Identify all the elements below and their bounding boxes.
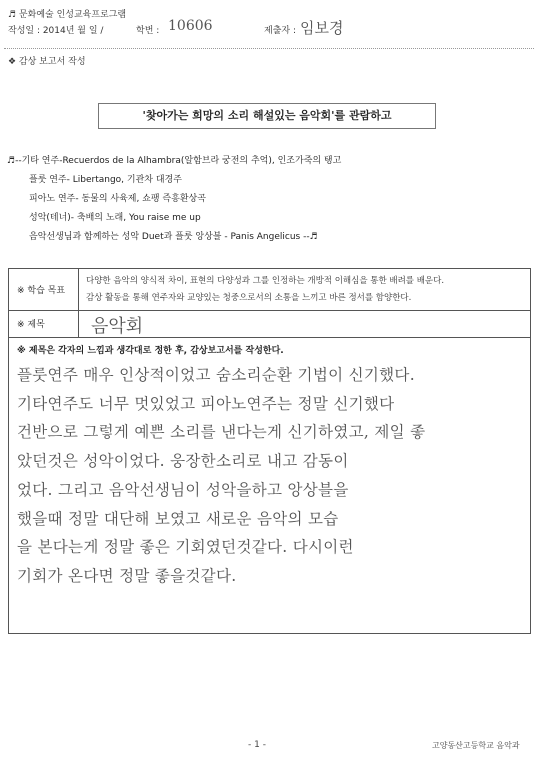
essay-text — [17, 361, 522, 591]
goal-text — [86, 273, 526, 307]
document-title: '찾아가는 희망의 소리 해설있는 음악회'를 관람하고 — [98, 103, 436, 129]
program-header: ♬ 문화예술 인성교육프로그램 — [8, 10, 127, 20]
essay-line: 기회가 온다면 정말 좋을것같다. — [17, 566, 237, 585]
instruction: ※ 제목은 각자의 느낌과 생각대로 정한 후, 감상보고서를 작성한다. — [17, 346, 284, 356]
essay-line: 했을때 정말 대단해 보였고 새로운 음악의 모습 — [17, 509, 339, 528]
school-name: 고양동산고등학교 음악과 — [432, 741, 520, 750]
submitter-label: 제출자 : — [264, 26, 296, 36]
goal-row — [9, 269, 530, 311]
program-line: 피아노 연주- 동물의 사육제, 쇼팽 즉흥환상곡 — [29, 194, 206, 204]
student-no-label: 학번 : — [136, 26, 160, 36]
program-line: 음악선생님과 함께하는 성악 Duet과 플룻 앙상블 - Panis Angelicus --♬ — [29, 232, 318, 242]
report-table — [8, 268, 531, 634]
essay-line: 기타연주도 너무 멋있었고 피아노연주는 정말 신기했다 — [17, 394, 395, 413]
essay-line: 었다. 그리고 음악선생님이 성악을하고 앙상블을 — [17, 480, 349, 499]
subject-row — [9, 310, 530, 338]
submitter-name: 임보경 — [300, 19, 344, 37]
section-title: ❖ 감상 보고서 작성 — [8, 57, 86, 67]
goal-line: 감상 활동을 통해 연주자와 교양있는 청중으로서의 소통을 느끼고 바른 정서를 함양한다. — [86, 293, 412, 303]
essay-line: 플룻연주 매우 인상적이었고 숨소리순환 기법이 신기했다. — [17, 366, 415, 384]
program-list — [7, 152, 341, 247]
subject-value: 음악회 — [91, 316, 144, 337]
divider — [4, 48, 534, 49]
date-label: 작성일 : 2014년 월 일 / — [8, 26, 104, 36]
student-no: 10606 — [168, 18, 213, 34]
goal-line: 다양한 음악의 양식적 차이, 표현의 다양성과 그를 인정하는 개방적 이해심을 통한 배려를 배운다. — [86, 276, 445, 286]
essay-line: 건반으로 그렇게 예쁜 소리를 낸다는게 신기하였고, 제일 좋 — [17, 423, 426, 442]
program-line: ♬--기타 연주-Recuerdos de la Alhambra(알함브라 궁전의 추억), 인조가죽의 탱고 — [7, 156, 342, 166]
program-line: 플룻 연주- Libertango, 기관차 대경주 — [29, 175, 182, 185]
subject-label: ※ 제목 — [9, 310, 79, 337]
essay-line: 을 본다는게 정말 좋은 기회였던것같다. 다시이런 — [17, 538, 354, 557]
goal-label: ※ 학습 목표 — [9, 269, 79, 310]
program-line: 성악(테너)- 축배의 노래, You raise me up — [29, 213, 201, 223]
meta-line — [8, 18, 528, 43]
essay-line: 았던것은 성악이었다. 웅장한소리로 내고 감동이 — [17, 452, 349, 471]
page-number: - 1 - — [248, 740, 266, 750]
